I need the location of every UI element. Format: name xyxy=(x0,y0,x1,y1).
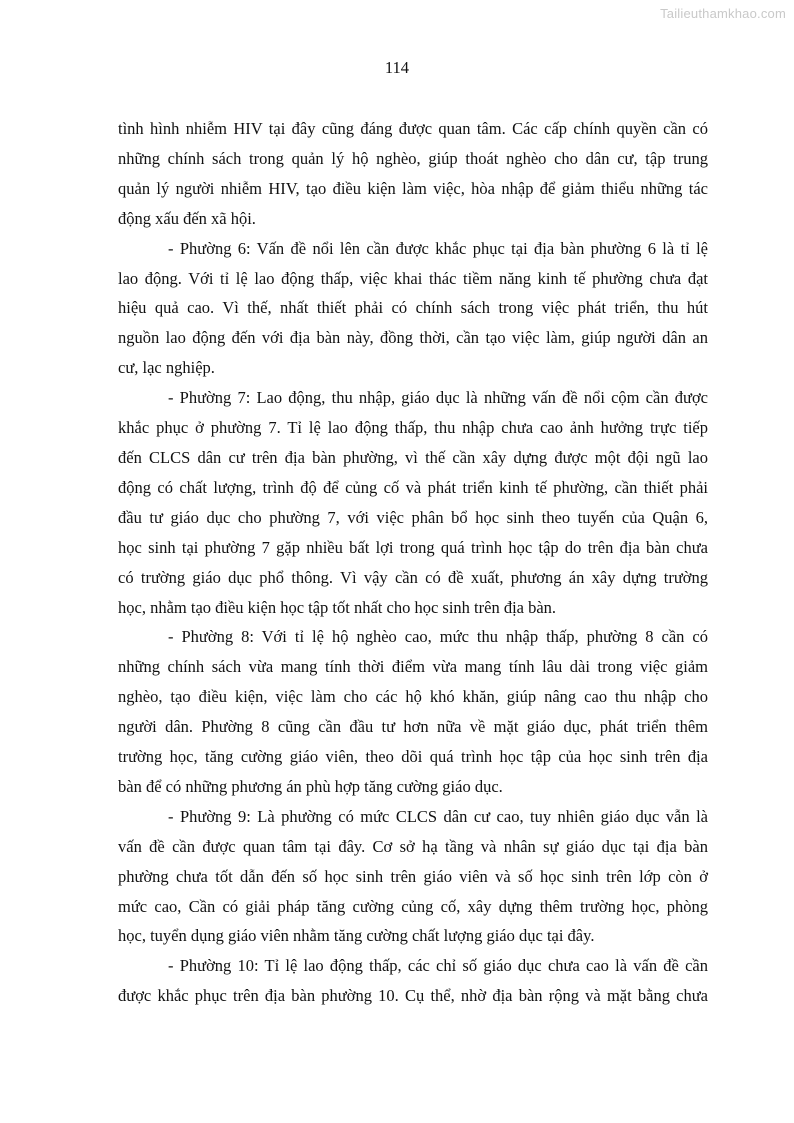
text-line: nguồn lao động đến với địa bàn này, đồng thời, cần tạo việc làm, giúp người dân an xyxy=(118,328,708,348)
text-line: tình hình nhiễm HIV tại đây cũng đáng được quan tâm. Các cấp chính quyền cần có xyxy=(118,119,708,138)
text-line: - Phường 9: Là phường có mức CLCS dân cư cao, tuy nhiên giáo dục vẫn là xyxy=(168,806,708,826)
paragraph xyxy=(118,383,708,622)
text-line: - Phường 7: Lao động, thu nhập, giáo dục là những vấn đề nổi cộm cần được xyxy=(168,388,708,408)
text-line: động có chất lượng, trình độ để củng cố và phát triển kinh tế phường, cần thiết phải xyxy=(118,477,708,497)
page-number: 114 xyxy=(384,58,410,77)
text-line: cư, lạc nghiệp. xyxy=(118,358,215,378)
text-line: những chính sách trong quản lý hộ nghèo, giúp thoát nghèo cho dân cư, tập trung xyxy=(118,148,708,168)
text-line: quản lý người nhiễm HIV, tạo điều kiện làm việc, hòa nhập để giảm thiểu những tác xyxy=(118,178,708,198)
text-line: - Phường 10: Tỉ lệ lao động thấp, các chỉ số giáo dục chưa cao là vấn đề cần xyxy=(168,956,708,976)
text-line: - Phường 8: Với tỉ lệ hộ nghèo cao, mức thu nhập thấp, phường 8 cần có xyxy=(168,627,708,647)
watermark-text: Tailieuthamkhao.com xyxy=(660,6,786,21)
text-line: khắc phục ở phường 7. Tỉ lệ lao động thấp, thu nhập chưa cao ảnh hưởng trực tiếp xyxy=(118,418,708,438)
paragraph xyxy=(118,802,708,952)
text-line: hiệu quả cao. Vì thế, nhất thiết phải có chính sách trong việc phát triển, thu hút xyxy=(118,298,708,318)
text-line: động xấu đến xã hội. xyxy=(118,208,256,228)
paragraph xyxy=(118,234,708,384)
text-line: có trường giáo dục phổ thông. Vì vậy cần có đề xuất, phương án xây dựng trường xyxy=(118,567,708,587)
text-line: nghèo, tạo điều kiện, việc làm cho các hộ khó khăn, giúp nâng cao thu nhập cho xyxy=(118,687,708,707)
text-line: học, tuyển dụng giáo viên nhằm tăng cường chất lượng giáo dục tại đây. xyxy=(118,926,595,946)
text-line: học, nhằm tạo điều kiện học tập tốt nhất cho học sinh trên địa bàn. xyxy=(118,597,557,617)
text-line: vấn đề cần được quan tâm tại đây. Cơ sở hạ tầng và nhân sự giáo dục tại địa bàn xyxy=(118,836,708,856)
text-line: lao động. Với tỉ lệ lao động thấp, việc khai thác tiềm năng kinh tế phường chưa đạt xyxy=(118,268,708,288)
text-line: người dân. Phường 8 cũng cần đầu tư hơn nữa về mặt giáo dục, phát triển thêm xyxy=(118,717,708,737)
text-line: - Phường 6: Vấn đề nổi lên cần được khắc phục tại địa bàn phường 6 là tỉ lệ xyxy=(168,238,708,258)
text-line: phường chưa tốt dẫn đến số học sinh trên giáo viên và số học sinh trên lớp còn ở xyxy=(118,866,708,886)
paragraph xyxy=(118,951,708,1011)
document-body xyxy=(118,114,708,1011)
text-line: được khắc phục trên địa bàn phường 10. Cụ thể, nhờ địa bàn rộng và mặt bằng chưa xyxy=(118,986,708,1006)
text-line: đến CLCS dân cư trên địa bàn phường, vì thế cần xây dựng được một đội ngũ lao xyxy=(118,447,708,467)
paragraph xyxy=(118,114,708,234)
text-line: những chính sách vừa mang tính thời điểm vừa mang tính lâu dài trong việc giảm xyxy=(118,657,708,677)
paragraph xyxy=(118,622,708,801)
text-line: đầu tư giáo dục cho phường 7, với việc phân bổ học sinh theo tuyến của Quận 6, xyxy=(118,507,708,527)
text-line: mức cao, Cần có giải pháp tăng cường củng cố, xây dựng thêm trường học, phòng xyxy=(118,896,708,916)
text-line: bàn để có những phương án phù hợp tăng cường giáo dục. xyxy=(118,776,503,796)
text-line: trường học, tăng cường giáo viên, theo dõi quá trình học tập của học sinh trên địa xyxy=(118,747,708,767)
text-line: học sinh tại phường 7 gặp nhiều bất lợi trong quá trình học tập do trên địa bàn chưa xyxy=(118,537,708,557)
